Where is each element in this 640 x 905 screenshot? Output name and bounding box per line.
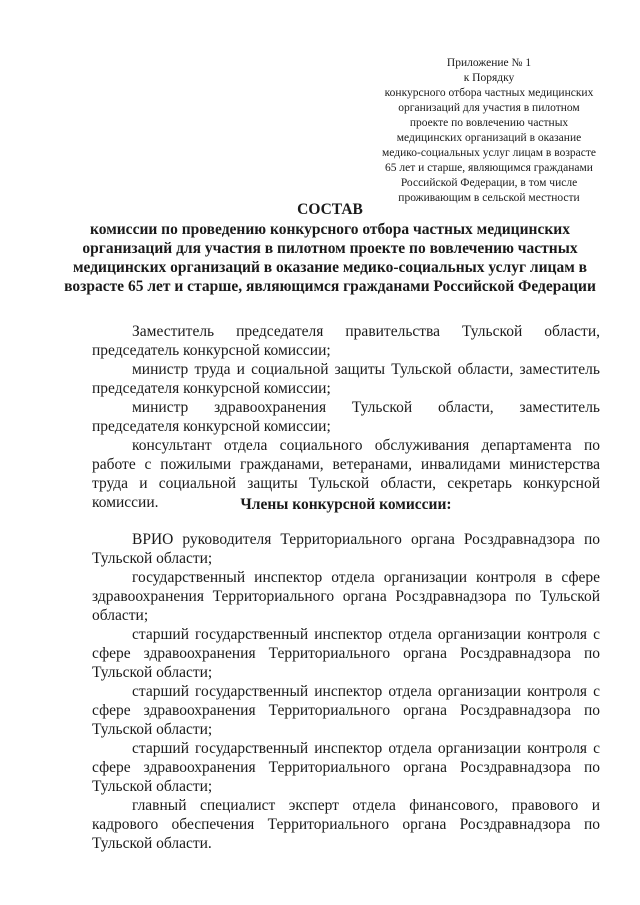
member-item: старший государственный инспектор отдела организации контроля с сфере здравоохранения Территориального органа Росздравнадзора по Тульской области; bbox=[92, 626, 600, 681]
appendix-line: медицинских организаций в оказание bbox=[396, 132, 582, 144]
leadership-item: Заместитель председателя правительства Тульской области, председатель конкурсной комиссии; bbox=[92, 323, 600, 359]
members-section bbox=[92, 530, 600, 853]
member-item: ВРИО руководителя Территориального органа Росздравнадзора по Тульской области; bbox=[92, 531, 600, 567]
appendix-line: 65 лет и старше, являющимся гражданами bbox=[385, 162, 593, 174]
title-main: СОСТАВ bbox=[297, 201, 363, 218]
appendix-line: медико-социальных услуг лицам в возрасте bbox=[382, 147, 596, 159]
appendix-line: организаций для участия в пилотном bbox=[398, 102, 580, 114]
leadership-item: консультант отдела социального обслуживания департамента по работе с пожилыми гражданами, ветеранами, инвалидами министерства труда и социальной защиты Тульской области, секретарь конкурсной комиссии. bbox=[92, 437, 600, 511]
member-item: старший государственный инспектор отдела организации контроля с сфере здравоохранения Территориального органа Росздравнадзора по Тульской области; bbox=[92, 683, 600, 738]
member-item: старший государственный инспектор отдела организации контроля с сфере здравоохранения Территориального органа Росздравнадзора по Тульской области; bbox=[92, 740, 600, 795]
members-heading: Члены конкурсной комиссии: bbox=[240, 496, 452, 513]
leadership-section bbox=[92, 322, 600, 512]
leadership-item: министр труда и социальной защиты Тульской области, заместитель председателя конкурсной комиссии; bbox=[92, 361, 600, 397]
member-item: главный специалист эксперт отдела финансового, правового и кадрового обеспечения Территориального органа Росздравнадзора по Тульской области. bbox=[92, 797, 600, 852]
member-item: государственный инспектор отдела организации контроля в сфере здравоохранения Территориального органа Росздравнадзора по Тульской области; bbox=[92, 569, 600, 624]
appendix-line: проживающим в сельской местности bbox=[398, 192, 580, 204]
document-title bbox=[60, 200, 600, 296]
appendix-line: Приложение № 1 bbox=[446, 57, 532, 69]
leadership-item: министр здравоохранения Тульской области, заместитель председателя конкурсной комиссии; bbox=[92, 399, 600, 435]
appendix-note bbox=[378, 56, 600, 206]
appendix-line: конкурсного отбора частных медицинских bbox=[384, 87, 594, 99]
appendix-line: Российской Федерации, в том числе bbox=[400, 177, 578, 189]
appendix-line: к Порядку bbox=[463, 72, 515, 84]
title-subtitle: комиссии по проведению конкурсного отбора частных медицинских организаций для участия в пилотном проекте по вовлечению частных медицинских организаций в оказание медико-социальных услуг лицам в возрасте 65 лет и старше, являющимся гражданами Российской Федерации bbox=[64, 221, 596, 295]
appendix-line: проекте по вовлечению частных bbox=[409, 117, 569, 129]
